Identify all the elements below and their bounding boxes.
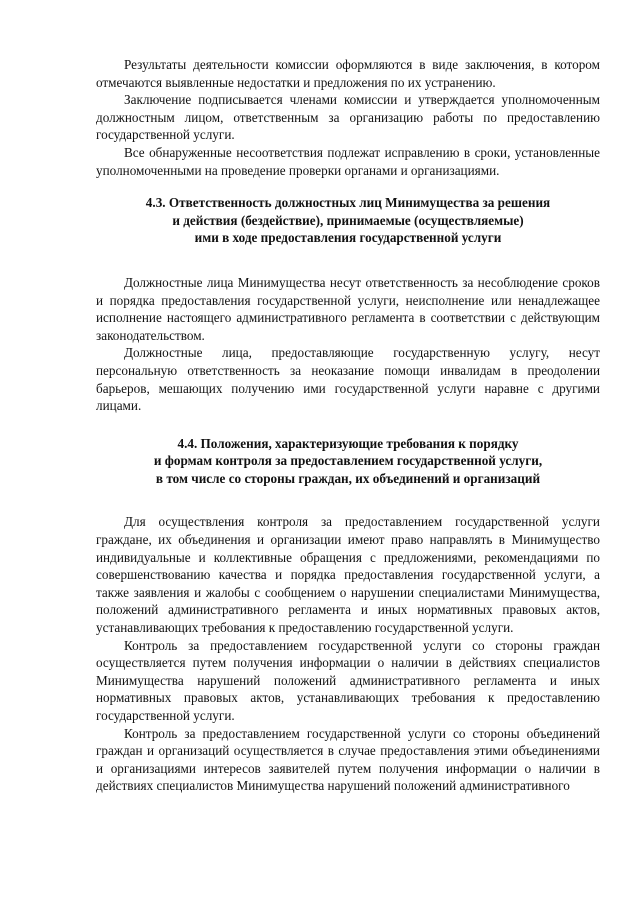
heading-line: 4.3. Ответственность должностных лиц Минимущества за решения xyxy=(145,195,551,211)
paragraph-organizations-control: Контроль за предоставлением государственной услуги со стороны объединений граждан и организаций осуществляется в случае предоставления этими объединениями и организациями интересов заявителей путем получения информации о наличии в действиях специалистов Минимущества нарушений положений административного xyxy=(96,725,600,794)
heading-line: ими в ходе предоставления государственной услуги xyxy=(194,230,502,246)
spacer xyxy=(96,247,600,274)
spacer xyxy=(96,415,600,435)
section-4-4-heading xyxy=(96,435,600,488)
paragraph-disabled-assistance: Должностные лица, предоставляющие государственную услугу, несут персональную ответственность за неоказание помощи инвалидам в преодолении барьеров, мешающих получению ими государственной услуги наравне с другими лицами. xyxy=(96,345,600,414)
paragraph-commission-results: Результаты деятельности комиссии оформляются в виде заключения, в котором отмечаются выявленные недостатки и предложения по их устранению. xyxy=(96,57,600,90)
heading-line: 4.4. Положения, характеризующие требования к порядку xyxy=(177,435,519,451)
section-4-3-heading xyxy=(96,194,600,247)
paragraph-citizens-right-to-appeal: Для осуществления контроля за предоставлением государственной услуги граждане, их объединения и организации имеют право направлять в Минимущество индивидуальные и коллективные обращения с предложениями, рекомендациями по совершенствованию качества и порядка предоставления государственной услуги, а также заявления и жалобы с сообщением о нарушении специалистами Минимущества, положений административного регламента и иных нормативных правовых актов, устанавливающих требования к предоставлению государственной услуги. xyxy=(96,514,600,636)
paragraph-conclusion-signing: Заключение подписывается членами комиссии и утверждается уполномоченным должностным лицом, ответственным за организацию работы по предоставлению государственной услуги. xyxy=(96,92,600,143)
document-page xyxy=(96,56,600,795)
heading-line: и формам контроля за предоставлением государственной услуги, xyxy=(153,453,543,469)
heading-line: в том числе со стороны граждан, их объединений и организаций xyxy=(155,470,541,486)
paragraph-officials-responsibility: Должностные лица Минимущества несут ответственность за несоблюдение сроков и порядка предоставления государственной услуги, неисполнение или ненадлежащее исполнение настоящего административного регламента в соответствии с действующим законодательством. xyxy=(96,274,600,343)
paragraph-citizens-control: Контроль за предоставлением государственной услуги со стороны граждан осуществляется путем получения информации о наличии в действиях специалистов Минимущества нарушений положений административного регламента и иных нормативных правовых актов, устанавливающих требования к предоставлению государственной услуги. xyxy=(96,637,600,723)
heading-line: и действия (бездействие), принимаемые (осуществляемые) xyxy=(172,212,524,228)
spacer xyxy=(96,487,600,513)
paragraph-nonconformities: Все обнаруженные несоответствия подлежат исправлению в сроки, установленные уполномоченными на проведение проверки органами и организациями. xyxy=(96,144,600,178)
spacer xyxy=(96,179,600,194)
